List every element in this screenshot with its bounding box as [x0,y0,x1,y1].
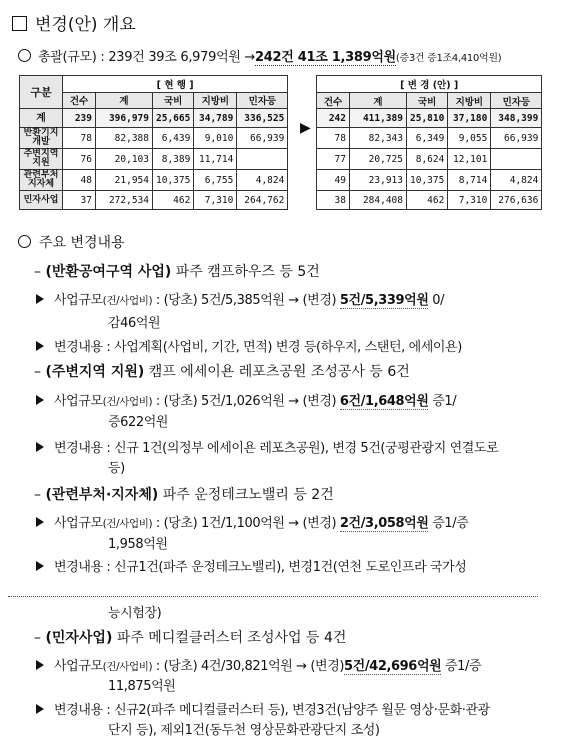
page-divider [8,596,538,597]
table-cell: 264,762 [237,191,288,210]
scale-sub: (건/사업비) [102,518,153,530]
item-title: – (민자사업) 파주 메디컬클러스터 조성사업 등 4건 [34,630,347,646]
triangle-bullet-icon [36,517,44,527]
table-cell: 21,954 [96,170,153,191]
col-header: 민자등 [237,92,288,109]
scale-line2: 1,958억원 [108,537,168,552]
item-title: – (반환공여구역 사업) 파주 캠프하우즈 등 5건 [34,264,320,280]
table-cell: 8,624 [407,149,448,170]
scale-bold: 2건/3,058억원 [339,516,429,531]
table-cell: 411,389 [350,109,407,128]
scale-label: 사업규모 [54,293,103,308]
change-line2: 단지 등), 제외1건(동두천 영상문화관광단지 조성) [108,723,380,738]
col-header: 계 [96,92,153,109]
triangle-bullet-icon [36,561,44,571]
table-cell: 276,636 [491,191,542,210]
summary-prefix: 총괄(규모) : 239건 39조 6,979억원 → [38,50,256,65]
change-text: 변경내용 : 사업계획(사업비, 기간, 면적) 변경 등(하우지, 스탠턴, 에세이욘) [54,340,462,355]
item-title-rest: 파주 캠프하우즈 등 5건 [171,264,320,280]
row-label: 반환기지 개발 [20,128,63,149]
table-cell: 239 [63,109,96,128]
table-cell: 6,439 [153,128,194,149]
table-cell: 48 [63,170,96,191]
table-cell: 82,388 [96,128,153,149]
current-header-group: [ 현 행 ] [63,76,288,93]
col-header: 국비 [153,92,194,109]
scale-line2: 감46억원 [108,316,161,331]
item-title: – (관련부처·지자체) 파주 운정테크노밸리 등 2건 [34,487,334,503]
table-cell: 49 [317,170,350,191]
item-title-bold: (반환공여구역 사업) [45,264,172,280]
row-label: 관련부처 지자체 [20,170,63,191]
change-text: 변경내용 : 신규2(파주 메디컬클러스터 등), 변경3건(남양주 월문 영상·문화·관광 [54,703,490,718]
proposed-header-group: [ 변 경 (안) ] [317,76,542,93]
table-cell: 8,714 [448,170,491,191]
table-cell: 82,343 [350,128,407,149]
scale-label: 사업규모 [54,394,103,409]
table-cell: 242 [317,109,350,128]
table-cell: 396,979 [96,109,153,128]
table-cell: 6,349 [407,128,448,149]
table-cell: 7,310 [448,191,491,210]
table-cell: 77 [317,149,350,170]
scale-text: : (당초) 5건/5,385억원 → (변경) [152,293,340,308]
triangle-bullet-icon [36,442,44,452]
change-line2: 등) [108,461,125,476]
section-heading [12,10,136,35]
item-title-rest: 파주 운정테크노밸리 등 2건 [158,487,334,503]
table-cell: 9,055 [448,128,491,149]
col-header: 민자등 [491,93,542,109]
table-cell: 272,534 [96,191,153,210]
row-label: 민자사업 [20,191,63,210]
label-header: 구분 [20,76,63,109]
scale-tail: 증1/증 [428,516,469,531]
circle-bullet-icon [18,235,31,248]
table-cell: 20,725 [350,149,407,170]
proposed-table [316,75,542,210]
item-title-bold: (주변지역 지원) [45,364,145,380]
checkbox-square-icon [12,16,27,31]
table-cell: 20,103 [96,149,153,170]
table-cell: 284,408 [350,191,407,210]
table-cell: 66,939 [237,128,288,149]
scale-tail: 0/ [428,293,445,308]
row-label: 주변지역 지원 [20,149,63,170]
table-cell: 10,375 [153,170,194,191]
table-cell: 12,101 [448,149,491,170]
section-title [18,232,125,252]
scale-line2: 증622억원 [108,415,169,430]
item-title-rest: 캠프 에세이욘 레포츠공원 조성공사 등 6건 [144,364,410,380]
table-cell: 7,310 [194,191,237,210]
scale-bold: 6건/1,648억원 [339,394,429,409]
scale-label: 사업규모 [54,659,103,674]
change-line2: 능시험장) [108,606,162,621]
change-line [36,437,498,456]
col-header: 건수 [63,92,96,109]
col-header: 건수 [317,93,350,109]
col-header: 지방비 [448,93,491,109]
table-cell: 8,389 [153,149,194,170]
section-title-text: 주요 변경내용 [39,235,125,251]
table-cell: 11,714 [194,149,237,170]
table-cell [237,149,288,170]
scale-line [36,390,456,409]
table-cell: 25,665 [153,109,194,128]
table-cell: 462 [153,191,194,210]
triangle-bullet-icon [36,294,44,304]
table-cell: 34,789 [194,109,237,128]
table-cell: 66,939 [491,128,542,149]
arrow-right-icon: ▶ [300,120,311,136]
change-line [36,556,466,575]
table-cell [491,149,542,170]
scale-bold: 5건/5,339억원 [339,293,429,308]
scale-sub: (건/사업비) [102,295,153,307]
scale-text: : (당초) 4건/30,821억원 → (변경) [152,659,345,674]
item-title-bold: (관련부처·지자체) [45,487,159,503]
scale-line2: 11,875억원 [108,679,176,694]
row-label: 계 [20,109,63,128]
circle-bullet-icon [18,49,31,62]
item-title: – (주변지역 지원) 캠프 에세이욘 레포츠공원 조성공사 등 6건 [34,364,410,380]
change-text: 변경내용 : 신규1건(파주 운정테크노밸리), 변경1건(연천 도로인프라 국가성 [54,560,467,575]
scale-tail: 증1/증 [441,659,482,674]
triangle-bullet-icon [36,341,44,351]
table-cell: 37 [63,191,96,210]
change-line [36,699,490,718]
table-cell: 4,824 [237,170,288,191]
change-text: 변경내용 : 신규 1건(의정부 에세이욘 레포츠공원), 변경 5건(궁평관광지 연결도로 [54,441,499,456]
heading-text: 변경(안) 개요 [35,15,136,35]
col-header: 국비 [407,93,448,109]
scale-sub: (건/사업비) [102,661,153,673]
scale-line [36,512,468,531]
scale-line [36,289,444,308]
table-cell: 76 [63,149,96,170]
col-header: 지방비 [194,92,237,109]
change-line [36,336,462,355]
col-header: 계 [350,93,407,109]
scale-text: : (당초) 5건/1,026억원 → (변경) [152,394,340,409]
scale-text: : (당초) 1건/1,100억원 → (변경) [152,516,340,531]
scale-sub: (건/사업비) [102,396,153,408]
table-cell: 25,810 [407,109,448,128]
triangle-bullet-icon [36,395,44,405]
item-title-bold: (민자사업) [45,630,113,646]
table-cell: 10,375 [407,170,448,191]
table-cell: 4,824 [491,170,542,191]
table-cell: 23,913 [350,170,407,191]
scale-line [36,655,481,674]
table-cell: 38 [317,191,350,210]
table-cell: 37,180 [448,109,491,128]
table-cell: 78 [63,128,96,149]
scale-tail: 증1/ [428,394,457,409]
summary-suffix: (증3건 증1조4,410억원) [395,53,502,64]
table-cell: 78 [317,128,350,149]
table-cell: 348,399 [491,109,542,128]
table-cell: 336,525 [237,109,288,128]
triangle-bullet-icon [36,704,44,714]
scale-bold: 5건/42,696억원 [344,659,442,674]
triangle-bullet-icon [36,660,44,670]
table-cell: 462 [407,191,448,210]
item-title-rest: 파주 메디컬클러스터 조성사업 등 4건 [112,630,347,646]
table-cell: 6,755 [194,170,237,191]
summary-line [18,46,501,65]
scale-label: 사업규모 [54,516,103,531]
table-cell: 9,010 [194,128,237,149]
current-table [19,75,288,210]
summary-bold: 242건 41조 1,389억원 [255,50,396,65]
